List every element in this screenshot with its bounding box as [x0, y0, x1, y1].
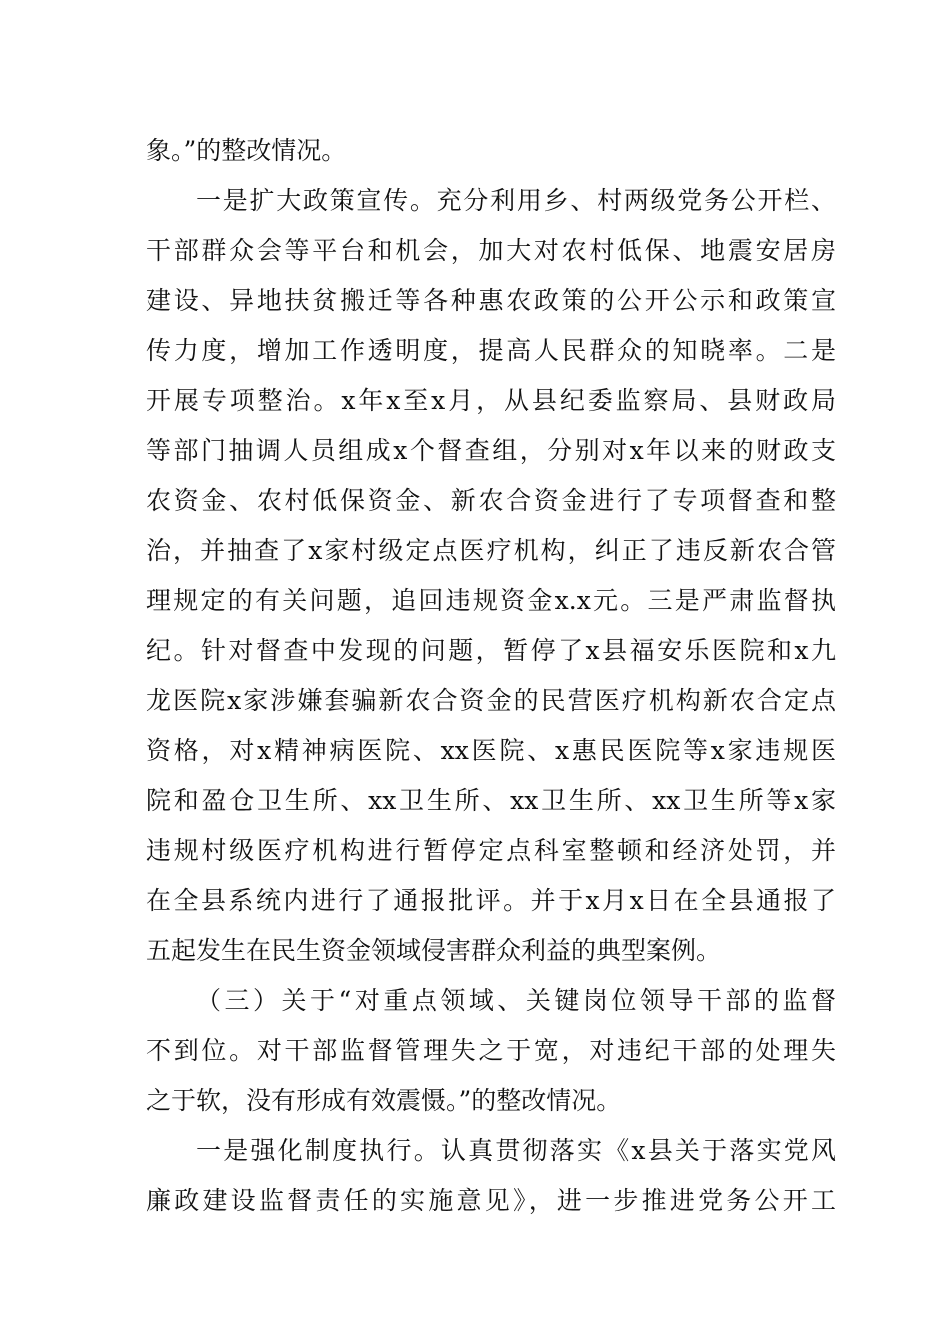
section-heading-line: 之于软，没有形成有效震慑。”的整改情况。: [146, 1086, 622, 1115]
section-heading-line: 不到位。对干部监督管理失之于宽，对违纪干部的处理失: [146, 1036, 836, 1065]
text-line: 等部门抽调人员组成x个督查组，分别对x年以来的财政支: [146, 436, 836, 465]
text-line: 农资金、农村低保资金、新农合资金进行了专项督查和整: [146, 486, 836, 515]
text-line: 一是扩大政策宣传。充分利用乡、村两级党务公开栏、: [196, 186, 836, 215]
text-line: 违规村级医疗机构进行暂停定点科室整顿和经济处罚，并: [146, 836, 836, 865]
text-line: 龙医院x家涉嫌套骗新农合资金的民营医疗机构新农合定点: [146, 686, 836, 715]
text-line: 开展专项整治。x年x至x月，从县纪委监察局、县财政局: [146, 386, 836, 415]
text-line: 理规定的有关问题，追回违规资金x.x元。三是严肃监督执: [146, 586, 836, 615]
text-line: 建设、异地扶贫搬迁等各种惠农政策的公开公示和政策宣: [146, 286, 836, 315]
text-line: 治，并抽查了x家村级定点医疗机构，纠正了违反新农合管: [146, 536, 836, 565]
text-line: 象。”的整改情况。: [146, 136, 347, 165]
text-line: 在全县系统内进行了通报批评。并于x月x日在全县通报了: [146, 886, 836, 915]
text-line: 廉政建设监督责任的实施意见》，进一步推进党务公开工: [146, 1186, 836, 1215]
text-line: 干部群众会等平台和机会，加大对农村低保、地震安居房: [146, 236, 836, 265]
text-line: 纪。针对督查中发现的问题，暂停了x县福安乐医院和x九: [146, 636, 836, 665]
text-line: 五起发生在民生资金领域侵害群众利益的典型案例。: [146, 936, 722, 965]
text-line: 传力度，增加工作透明度，提高人民群众的知晓率。二是: [146, 336, 836, 365]
text-line: 院和盈仓卫生所、xx卫生所、xx卫生所、xx卫生所等x家: [146, 786, 836, 815]
text-line: 一是强化制度执行。认真贯彻落实《x县关于落实党风: [196, 1136, 836, 1165]
section-heading-line: （三）关于“对重点领域、关键岗位领导干部的监督: [196, 986, 836, 1015]
text-line: 资格，对x精神病医院、xx医院、x惠民医院等x家违规医: [146, 736, 836, 765]
